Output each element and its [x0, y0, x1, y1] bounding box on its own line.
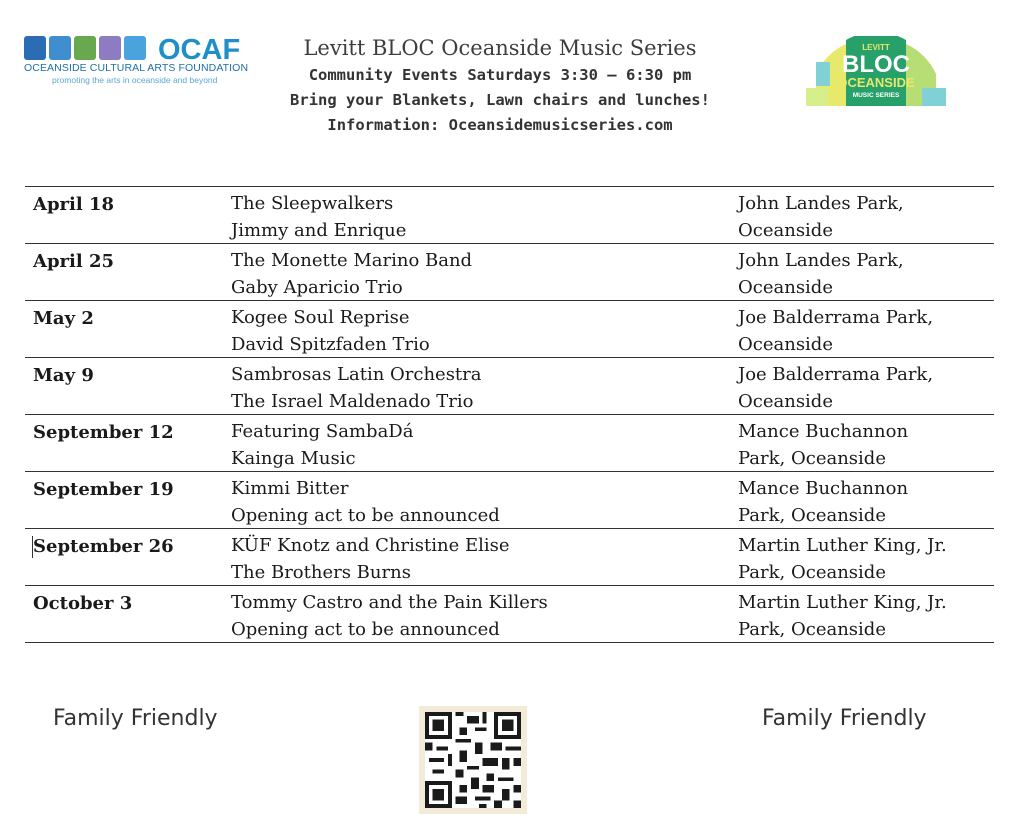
ocaf-art-icons [24, 36, 146, 60]
act: KÜF Knotz and Christine Elise [231, 535, 510, 556]
event-acts [231, 305, 430, 359]
event-times: Community Events Saturdays 3:30 – 6:30 pm [308, 66, 692, 84]
table-row [25, 528, 994, 585]
act: Opening act to be announced [231, 619, 500, 640]
act: Tommy Castro and the Pain Killers [231, 592, 548, 613]
venue-line: Martin Luther King, Jr. [738, 592, 947, 613]
levitt-main: BLOC [842, 51, 910, 78]
qr-code-graphic [425, 712, 521, 808]
venue-line: Oceanside [738, 334, 833, 355]
levitt-sub: MUSIC SERIES [852, 92, 900, 99]
act: David Spitzfaden Trio [231, 334, 430, 355]
event-acts [231, 590, 548, 644]
event-venue [738, 590, 947, 644]
venue-line: Oceanside [738, 391, 833, 412]
table-row [25, 414, 994, 471]
venue-line: Park, Oceanside [738, 448, 886, 469]
levitt-bloc-logo [806, 36, 946, 106]
event-venue [738, 362, 933, 416]
table-row [25, 243, 994, 300]
venue-line: John Landes Park, [738, 193, 904, 214]
act: The Brothers Burns [231, 562, 411, 583]
page-title: Levitt BLOC Oceanside Music Series [303, 36, 697, 60]
act: Opening act to be announced [231, 505, 500, 526]
ocaf-logo [24, 34, 249, 86]
event-acts [231, 476, 500, 530]
text-cursor [32, 536, 33, 558]
ocaf-name: OCEANSIDE CULTURAL ARTS FOUNDATION [24, 62, 249, 74]
event-date: September 26 [33, 536, 174, 557]
venue-line: Oceanside [738, 277, 833, 298]
levitt-city: OCEANSIDE [837, 75, 915, 90]
bring-items: Bring your Blankets, Lawn chairs and lunches! [290, 91, 710, 109]
table-row [25, 585, 994, 643]
act: Sambrosas Latin Orchestra [231, 364, 482, 385]
event-venue [738, 191, 904, 245]
event-date: September 19 [33, 479, 174, 500]
act: Kogee Soul Reprise [231, 307, 410, 328]
event-acts [231, 533, 510, 587]
act: The Monette Marino Band [231, 250, 473, 271]
music-note-icon [24, 36, 46, 60]
event-venue [738, 476, 908, 530]
event-acts [231, 362, 482, 416]
event-venue [738, 419, 908, 473]
act: The Sleepwalkers [231, 193, 394, 214]
event-date: October 3 [33, 593, 133, 614]
event-venue [738, 248, 904, 302]
venue-line: Mance Buchannon [738, 478, 909, 499]
venue-line: Park, Oceanside [738, 505, 886, 526]
venue-line: Martin Luther King, Jr. [738, 535, 947, 556]
qr-code-icon[interactable] [419, 706, 527, 814]
event-date: April 25 [33, 251, 115, 272]
event-date: May 2 [33, 308, 94, 329]
event-acts [231, 191, 406, 245]
venue-line: Park, Oceanside [738, 619, 886, 640]
info-website[interactable]: Information: Oceansidemusicseries.com [327, 116, 673, 134]
levitt-top: LEVITT [862, 43, 890, 52]
table-row [25, 186, 994, 243]
act: Kimmi Bitter [231, 478, 349, 499]
dancer-icon [124, 36, 146, 60]
event-acts [231, 419, 413, 473]
act: Gaby Aparicio Trio [231, 277, 403, 298]
venue-line: Joe Balderrama Park, [738, 364, 934, 385]
event-acts [231, 248, 472, 302]
event-date: September 12 [33, 422, 174, 443]
venue-line: Mance Buchannon [738, 421, 909, 442]
header-block [280, 33, 720, 138]
table-row [25, 357, 994, 414]
ocaf-tagline: promoting the arts in oceanside and beyond [52, 75, 218, 85]
theater-masks-icon [99, 36, 121, 60]
act: Jimmy and Enrique [231, 220, 407, 241]
schedule-table [25, 186, 994, 643]
venue-line: Oceanside [738, 220, 833, 241]
venue-line: John Landes Park, [738, 250, 904, 271]
event-date: May 9 [33, 365, 94, 386]
family-friendly-left: Family Friendly [53, 706, 218, 731]
palette-icon [74, 36, 96, 60]
ocaf-abbr: OCAF [158, 34, 241, 66]
table-row [25, 300, 994, 357]
event-venue [738, 305, 933, 359]
venue-line: Park, Oceanside [738, 562, 886, 583]
event-venue [738, 533, 947, 587]
event-date: April 18 [33, 194, 115, 215]
act: The Israel Maldenado Trio [231, 391, 474, 412]
act: Kainga Music [231, 448, 356, 469]
act: Featuring SambaDá [231, 421, 414, 442]
building-icon [49, 36, 71, 60]
venue-line: Joe Balderrama Park, [738, 307, 934, 328]
family-friendly-right: Family Friendly [762, 706, 927, 731]
table-row [25, 471, 994, 528]
